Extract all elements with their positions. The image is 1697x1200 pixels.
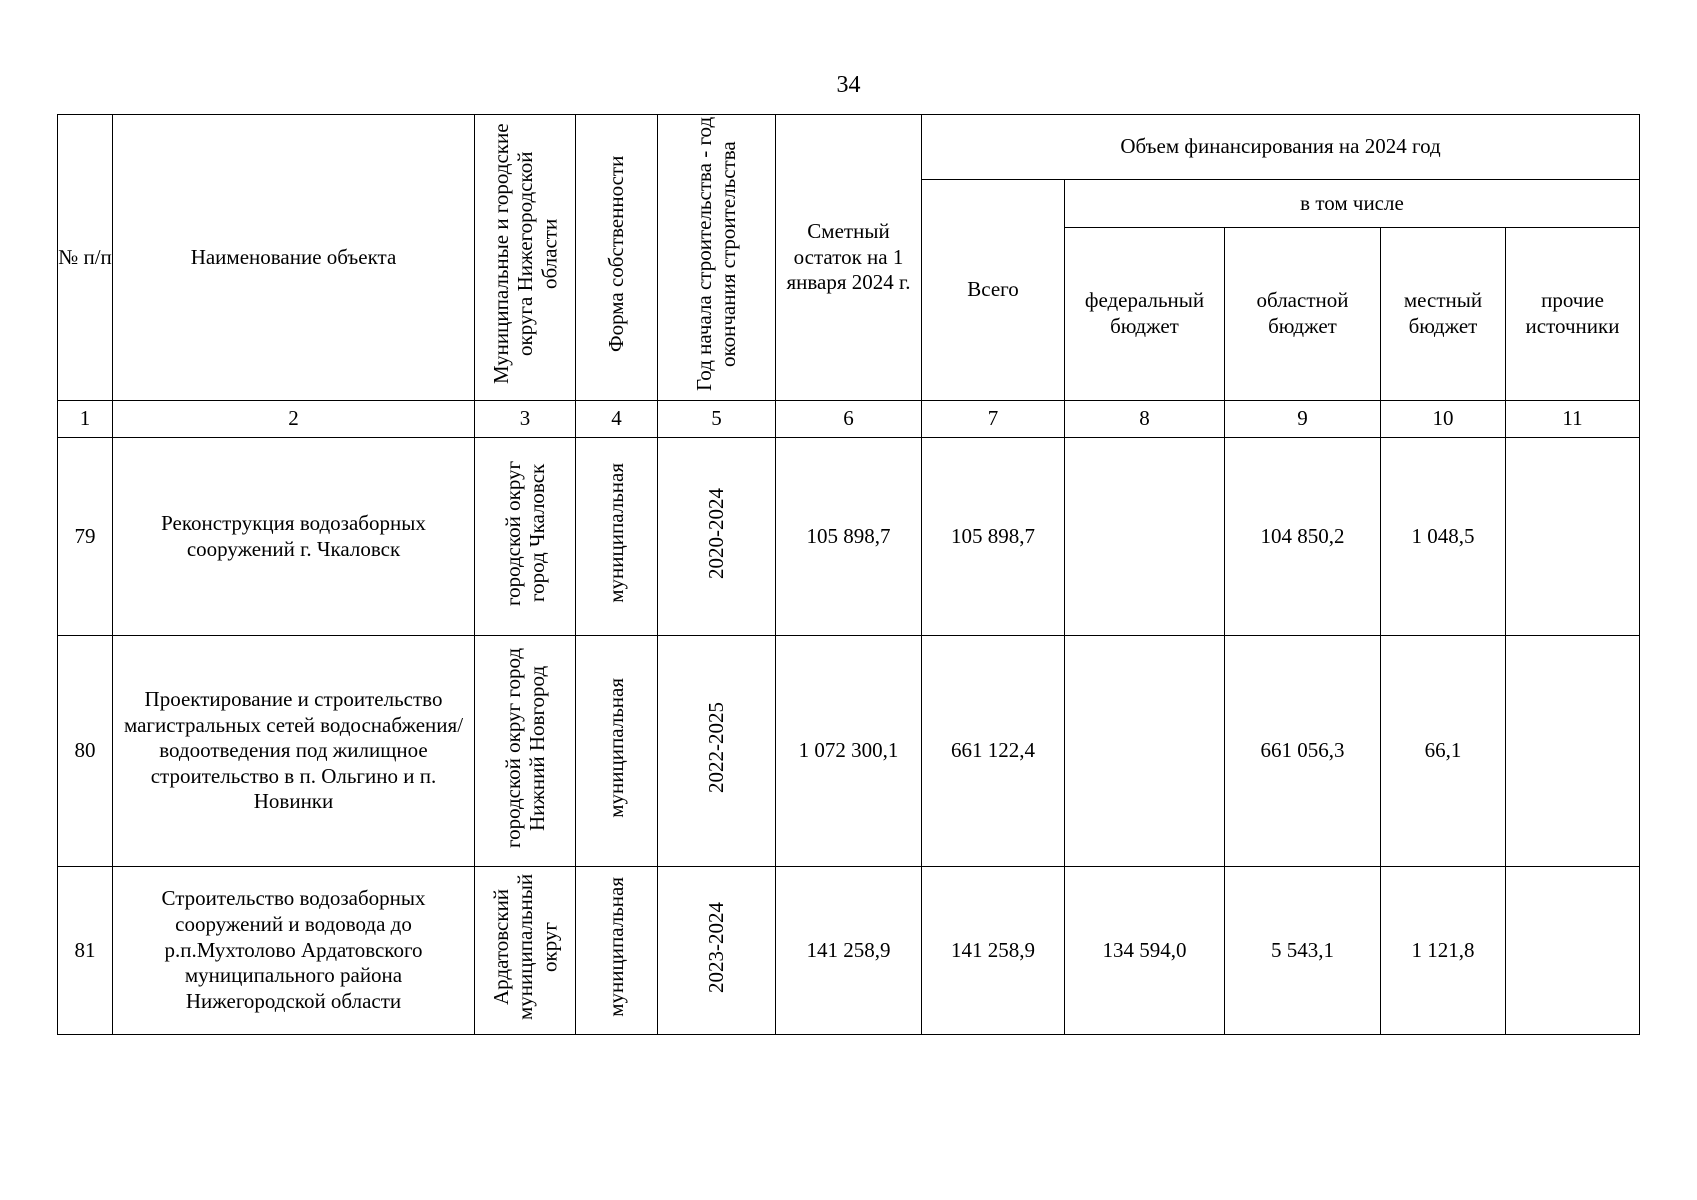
row-years-text: 2020-2024: [704, 487, 729, 579]
column-number: 4: [576, 401, 658, 438]
header-financing-group: Объем финансирования на 2024 год: [922, 115, 1640, 180]
column-number: 7: [922, 401, 1065, 438]
header-local: местный бюджет: [1381, 228, 1506, 401]
row-remainder: 1 072 300,1: [776, 636, 922, 867]
column-number: 9: [1225, 401, 1381, 438]
row-other: [1506, 438, 1640, 636]
row-local: 1 121,8: [1381, 867, 1506, 1035]
header-num: № п/п: [58, 115, 113, 401]
column-number: 10: [1381, 401, 1506, 438]
header-ownership: [576, 115, 658, 401]
header-including: в том числе: [1065, 180, 1640, 228]
row-total: 141 258,9: [922, 867, 1065, 1035]
header-years: [658, 115, 776, 401]
row-local: 66,1: [1381, 636, 1506, 867]
row-federal: [1065, 636, 1225, 867]
row-regional: 661 056,3: [1225, 636, 1381, 867]
row-municipality-text: городской округ город Чкаловск: [500, 460, 549, 606]
row-municipality-text: Ардатовский муниципальный округ: [488, 873, 562, 1021]
table-row: [58, 867, 1640, 1035]
table-row: [58, 438, 1640, 636]
row-name: Строительство водозаборных сооружений и водовода до р.п.Мухтолово Ардатовского муниципального района Нижегородской области: [113, 867, 475, 1035]
header-municipality: [475, 115, 576, 401]
row-name: Проектирование и строительство магистральных сетей водоснабжения/ водоотведения под жилищное строительство в п. Ольгино и п. Новинки: [113, 636, 475, 867]
row-num: 79: [58, 438, 113, 636]
row-total: 661 122,4: [922, 636, 1065, 867]
row-years: [658, 636, 776, 867]
row-federal: [1065, 438, 1225, 636]
row-years: [658, 438, 776, 636]
row-remainder: 141 258,9: [776, 867, 922, 1035]
row-total: 105 898,7: [922, 438, 1065, 636]
row-municipality: [475, 438, 576, 636]
header-federal: федеральный бюджет: [1065, 228, 1225, 401]
page-number: 34: [836, 72, 861, 98]
row-num: 80: [58, 636, 113, 867]
row-ownership: [576, 636, 658, 867]
row-regional: 5 543,1: [1225, 867, 1381, 1035]
row-other: [1506, 636, 1640, 867]
row-ownership: [576, 438, 658, 636]
table-row: [58, 636, 1640, 867]
column-number: 3: [475, 401, 576, 438]
financing-table: [57, 114, 1640, 1035]
row-municipality: [475, 867, 576, 1035]
column-number: 8: [1065, 401, 1225, 438]
header-municipality-text: Муниципальные и городские округа Нижегородской области: [488, 123, 562, 385]
row-local: 1 048,5: [1381, 438, 1506, 636]
row-remainder: 105 898,7: [776, 438, 922, 636]
column-number: 5: [658, 401, 776, 438]
header-name: Наименование объекта: [113, 115, 475, 401]
row-ownership: [576, 867, 658, 1035]
column-number: 2: [113, 401, 475, 438]
row-other: [1506, 867, 1640, 1035]
row-municipality: [475, 636, 576, 867]
header-years-text: Год начала строительства - год окончания строительства: [692, 117, 741, 392]
row-federal: 134 594,0: [1065, 867, 1225, 1035]
column-number: 11: [1506, 401, 1640, 438]
row-municipality-text: городской округ город Нижний Новгород: [500, 647, 549, 848]
row-num: 81: [58, 867, 113, 1035]
row-years-text: 2023-2024: [704, 901, 729, 993]
column-number: 6: [776, 401, 922, 438]
column-number-row: [58, 401, 1640, 438]
column-number: 1: [58, 401, 113, 438]
header-other: прочие источники: [1506, 228, 1640, 401]
row-years: [658, 867, 776, 1035]
row-name: Реконструкция водозаборных сооружений г. Чкаловск: [113, 438, 475, 636]
row-ownership-text: муниципальная: [604, 463, 629, 604]
header-remainder: Сметный остаток на 1 января 2024 г.: [776, 115, 922, 401]
row-ownership-text: муниципальная: [604, 877, 629, 1017]
header-regional: областной бюджет: [1225, 228, 1381, 401]
header-ownership-text: Форма собственности: [604, 156, 629, 353]
header-total: Всего: [922, 180, 1065, 401]
row-ownership-text: муниципальная: [604, 677, 629, 818]
table-header: [58, 115, 1640, 438]
row-years-text: 2022-2025: [704, 702, 729, 794]
row-regional: 104 850,2: [1225, 438, 1381, 636]
